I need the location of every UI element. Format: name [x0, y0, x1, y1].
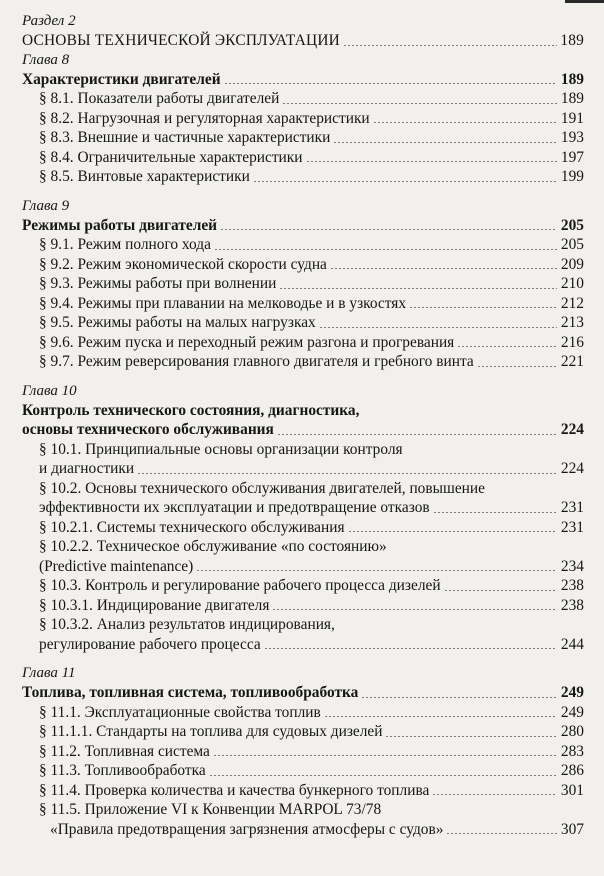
entry-title: § 9.4. Режимы при плавании на мелководье и в узкостях: [39, 294, 407, 312]
toc-entry: [22, 89, 584, 109]
entry-title-line: § 10.3.2. Анализ результатов индицирования,: [39, 616, 335, 633]
page-number: 221: [560, 353, 584, 370]
entry-title-line: § 10.2. Основы технического обслуживания двигателей, повышение: [39, 479, 485, 497]
entry-title: § 8.2. Нагрузочная и регуляторная характеристики: [39, 109, 370, 127]
chapter-9-title-row: [22, 216, 584, 236]
toc-entry: [22, 518, 584, 538]
page-number: 205: [560, 236, 584, 253]
entry-title-line: и диагностики: [39, 460, 135, 477]
page-number: 231: [560, 499, 584, 516]
dot-leader: [319, 327, 557, 328]
chapter-9-label: Глава 9: [22, 197, 70, 214]
dot-leader: [361, 697, 557, 698]
entry-title: § 9.5. Режимы работы на малых нагрузках: [39, 314, 316, 331]
entry-title: § 9.6. Режим пуска и переходный режим разгона и прогревания: [39, 333, 455, 351]
entry-title: § 11.1.1. Стандарты на топлива для судовых дизелей: [39, 723, 383, 740]
dot-leader: [224, 83, 557, 84]
dot-leader: [306, 161, 557, 162]
toc-entry: [22, 576, 584, 596]
entry-title: § 11.1. Эксплуатационные свойства топлив: [39, 703, 321, 721]
dot-leader: [373, 122, 557, 123]
dot-leader: [279, 288, 557, 289]
toc-entry: [22, 148, 584, 168]
toc-entry: [22, 255, 584, 275]
dot-leader: [213, 755, 557, 756]
toc-entry: [22, 498, 584, 518]
dot-leader: [196, 570, 557, 571]
toc-entry: [22, 557, 584, 577]
chapter-title-line: Контроль технического состояния, диагностика,: [22, 401, 360, 419]
dot-leader: [409, 307, 557, 308]
toc-entry: [22, 294, 584, 314]
entry-title: § 10.2.1. Системы технического обслуживания: [39, 518, 345, 536]
dot-leader: [209, 775, 557, 776]
entry-title: § 8.5. Винтовые характеристики: [39, 168, 250, 185]
chapter-11-label: Глава 11: [22, 665, 76, 681]
dot-leader: [385, 736, 557, 737]
chapter-10-title-row: [22, 420, 584, 440]
entry-title: § 11.2. Топливная система: [39, 742, 210, 760]
page-number: 213: [560, 314, 584, 331]
dot-leader: [272, 609, 557, 610]
entry-title: § 8.1. Показатели работы двигателей: [39, 90, 280, 107]
toc-entry: [22, 596, 584, 616]
page-number: 238: [560, 596, 584, 614]
toc-entry: [22, 761, 584, 781]
dot-leader: [446, 833, 557, 834]
entry-title-line: эффективности их эксплуатации и предотвращение отказов: [39, 499, 430, 516]
toc-entry: [22, 274, 584, 294]
toc-entry: [22, 352, 584, 372]
page-number: 205: [560, 216, 584, 234]
page-number: 231: [560, 518, 584, 536]
page-number: 249: [560, 684, 584, 701]
toc-entry: [22, 722, 584, 742]
toc-entry: [22, 333, 584, 353]
dot-leader: [137, 473, 557, 474]
top-rule: [565, 0, 604, 3]
page-number: 193: [560, 129, 584, 146]
page-number: 199: [560, 168, 584, 185]
dot-leader: [330, 268, 557, 269]
entry-title: § 11.4. Проверка количества и качества бункерного топлива: [39, 781, 430, 799]
toc-entry: [22, 820, 584, 840]
page-number: 234: [560, 557, 584, 575]
chapter-11-title-row: [22, 683, 584, 703]
toc-entry: [22, 459, 584, 479]
page-number: 249: [560, 703, 584, 721]
entry-title: § 8.3. Внешние и частичные характеристики: [39, 129, 331, 146]
page-number: 224: [560, 460, 584, 477]
chapter-title-line: основы технического обслуживания: [22, 421, 274, 438]
dot-leader: [277, 434, 557, 435]
page-number: 189: [560, 32, 584, 49]
page-number: 191: [560, 109, 584, 127]
dot-leader: [264, 648, 557, 649]
toc-entry: [22, 703, 584, 723]
chapter-title: Характеристики двигателей: [22, 70, 221, 88]
dot-leader: [432, 794, 557, 795]
entry-title-line: § 11.5. Приложение VI к Конвенции MARPOL 73/78: [39, 801, 382, 818]
page-number: 307: [560, 820, 584, 838]
dot-leader: [333, 142, 557, 143]
dot-leader: [343, 45, 557, 46]
chapter-title: Топлива, топливная система, топливообработка: [22, 684, 359, 701]
entry-title: § 11.3. Топливообработка: [39, 762, 206, 779]
chapter-8-label: Глава 8: [22, 51, 70, 68]
dot-leader: [457, 346, 557, 347]
dot-leader: [444, 590, 557, 591]
page-number: 238: [560, 577, 584, 594]
dot-leader: [282, 103, 557, 104]
page-number: 189: [560, 90, 584, 107]
page-number: 280: [560, 723, 584, 740]
entry-title-line: «Правила предотвращения загрязнения атмосферы с судов»: [50, 820, 444, 838]
entry-title: § 8.4. Ограничительные характеристики: [39, 148, 303, 166]
toc-entry: [22, 167, 584, 187]
entry-title-line: регулирование рабочего процесса: [39, 635, 261, 653]
section-label: Раздел 2: [22, 13, 76, 29]
chapter-10-label: Глава 10: [22, 382, 77, 399]
page-number: 209: [560, 255, 584, 273]
toc-entry: [22, 313, 584, 333]
page-number: 244: [560, 635, 584, 653]
dot-leader: [477, 366, 557, 367]
chapter-8-title-row: [22, 70, 584, 90]
dot-leader: [433, 512, 557, 513]
dot-leader: [324, 716, 557, 717]
toc-entry: [22, 781, 584, 801]
toc-entry: [22, 635, 584, 655]
entry-title: § 9.1. Режим полного хода: [39, 236, 211, 253]
toc-entry: [22, 742, 584, 762]
dot-leader: [253, 181, 557, 182]
entry-title: § 9.7. Режим реверсирования главного двигателя и гребного винта: [39, 353, 474, 370]
page-number: 212: [560, 294, 584, 312]
entry-title: § 9.2. Режим экономической скорости судна: [39, 255, 327, 273]
entry-title-line: § 10.2.2. Техническое обслуживание «по состоянию»: [39, 538, 387, 555]
page-number: 197: [560, 148, 584, 166]
dot-leader: [214, 249, 557, 250]
toc-entry: [22, 235, 584, 255]
page-number: 224: [560, 421, 584, 438]
dot-leader: [220, 229, 557, 230]
section-title-row: [22, 31, 584, 51]
entry-title-line: (Predictive maintenance): [39, 557, 194, 575]
chapter-title: Режимы работы двигателей: [22, 216, 218, 234]
entry-title: § 9.3. Режимы работы при волнении: [39, 275, 277, 292]
page-number: 283: [560, 742, 584, 760]
entry-title-line: § 10.1. Принципиальные основы организации контроля: [39, 440, 403, 458]
page-number: 189: [560, 70, 584, 88]
page-number: 210: [560, 275, 584, 292]
toc-entry: [22, 109, 584, 129]
entry-title: § 10.3.1. Индицирование двигателя: [39, 596, 270, 614]
section-title: ОСНОВЫ ТЕХНИЧЕСКОЙ ЭКСПЛУАТАЦИИ: [22, 32, 340, 49]
toc-entry: [22, 128, 584, 148]
page-number: 301: [560, 781, 584, 799]
page-number: 216: [560, 333, 584, 351]
dot-leader: [348, 531, 557, 532]
page-number: 286: [560, 762, 584, 779]
entry-title: § 10.3. Контроль и регулирование рабочего процесса дизелей: [39, 577, 441, 594]
